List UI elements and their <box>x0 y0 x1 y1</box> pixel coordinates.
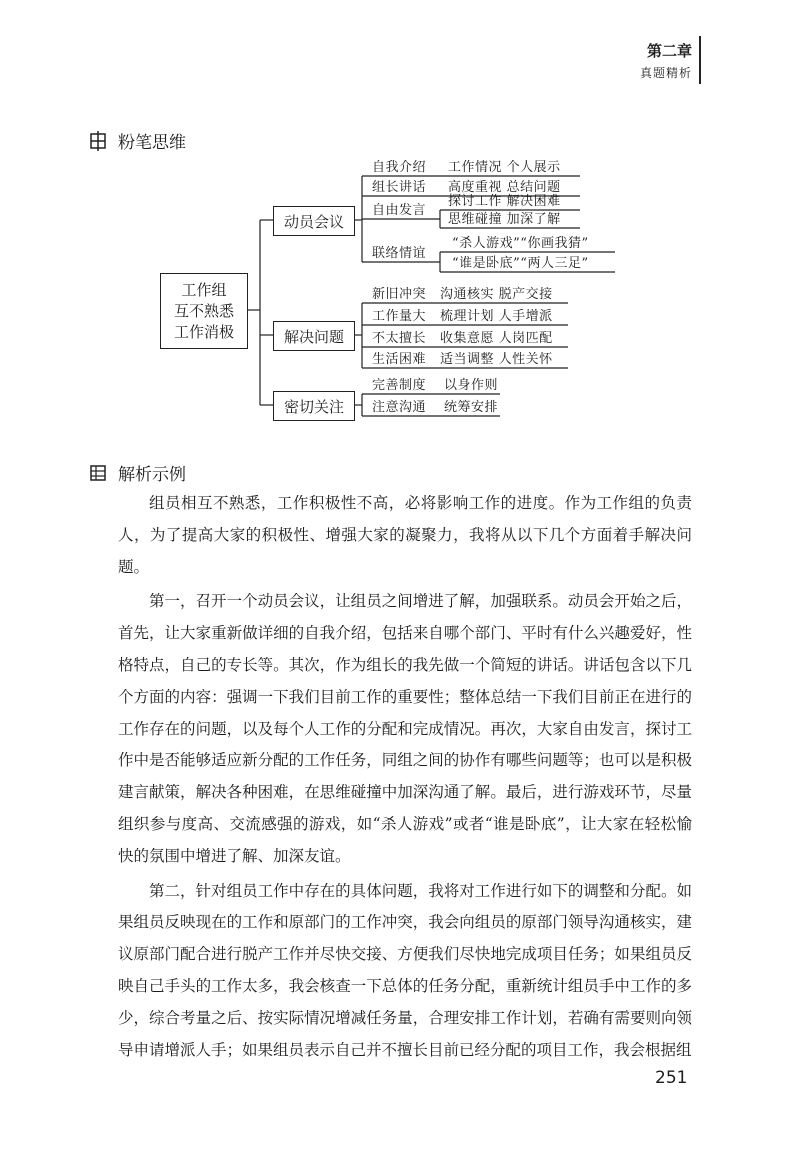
leaf-label: 组长讲话 <box>372 180 427 195</box>
leaf-detail: 梳理计划 人手增派 <box>440 309 553 324</box>
section-title: 粉笔思维 <box>118 133 186 153</box>
root-line-3: 工作消极 <box>173 322 234 341</box>
mindmap-connectors <box>0 0 800 440</box>
leaf-label: 注意沟通 <box>372 400 427 415</box>
leaf-detail: 探讨工作 解决困难 <box>448 194 561 209</box>
branch-label: 解决问题 <box>283 327 344 346</box>
page-number: 251 <box>655 1068 688 1088</box>
section-subtitle: 真题精析 <box>639 66 692 80</box>
chapter-title: 第二章 <box>646 42 692 60</box>
article-body <box>118 488 692 1069</box>
branch-node-close-attention <box>273 391 355 421</box>
branch-node-mobilization <box>273 206 355 236</box>
leaf-label: 自我介绍 <box>372 160 427 175</box>
leaf-detail: “杀人游戏”“你画我猜” <box>452 236 589 251</box>
leaf-label: 联络情谊 <box>372 246 427 261</box>
leaf-label: 工作量大 <box>372 309 427 324</box>
leaf-label: 不太擅长 <box>372 331 427 346</box>
paragraph: 第一，召开一个动员会议，让组员之间增进了解，加强联系。动员会开始之后，首先，让大家重新做详细的自我介绍，包括来自哪个部门、平时有什么兴趣爱好，性格特点，自己的专长等。其次，作为组长的我先做一个简短的讲话。讲话包含以下几个方面的内容：强调一下我们目前工作的重要性；整体总结一下我们目前正在进行的工作存在的问题，以及每个人工作的分配和完成情况。再次，大家自由发言，探讨工作中是否能够适应新分配的工作任务，同组之间的协作有哪些问题等；也可以是积极建言献策，解决各种困难，在思维碰撞中加深沟通了解。最后，进行游戏环节，尽量组织参与度高、交流感强的游戏，如“杀人游戏”或者“谁是卧底”，让大家在轻松愉快的氛围中增进了解、加深友谊。 <box>118 592 692 865</box>
branch-label: 动员会议 <box>283 212 344 231</box>
section-marker-icon <box>90 465 106 481</box>
mindmap-root-node <box>160 273 248 349</box>
leaf-label: 新旧冲突 <box>372 287 427 302</box>
leaf-detail: 以身作则 <box>444 378 499 393</box>
leaf-detail: 收集意愿 人岗匹配 <box>440 331 553 346</box>
leaf-detail: 高度重视 总结问题 <box>448 180 561 195</box>
leaf-detail: “谁是卧底”“两人三足” <box>452 256 589 271</box>
leaf-detail: 统筹安排 <box>444 400 499 415</box>
leaf-detail: 适当调整 人性关怀 <box>440 352 553 367</box>
leaf-detail: 沟通核实 脱产交接 <box>440 287 553 302</box>
section-heading-analysis <box>90 460 186 485</box>
paragraph: 组员相互不熟悉，工作积极性不高，必将影响工作的进度。作为工作组的负责人，为了提高大家的积极性、增强大家的凝聚力，我将从以下几个方面着手解决问题。 <box>118 494 692 576</box>
leaf-label: 自由发言 <box>372 203 427 218</box>
section-title: 解析示例 <box>118 465 186 485</box>
branch-node-solve-problems <box>273 321 355 351</box>
root-line-2: 互不熟悉 <box>173 301 234 320</box>
branch-label: 密切关注 <box>283 397 344 416</box>
root-line-1: 工作组 <box>181 280 227 299</box>
leaf-detail: 工作情况 个人展示 <box>448 160 561 175</box>
leaf-label: 生活困难 <box>372 352 427 367</box>
leaf-detail: 思维碰撞 加深了解 <box>448 212 561 227</box>
paragraph: 第二，针对组员工作中存在的具体问题，我将对工作进行如下的调整和分配。如果组员反映现在的工作和原部门的工作冲突，我会向组员的原部门领导沟通核实，建议原部门配合进行脱产工作并尽快交接、方便我们尽快地完成项目任务；如果组员反映自己手头的工作太多，我会核查一下总体的任务分配，重新统计组员手中工作的多少，综合考量之后、按实际情况增减任务量，合理安排工作计划，若确有需要则向领导申请增派人手；如果组员表示自己并不擅长目前已经分配的项目工作，我会根据组 <box>118 881 692 1059</box>
leaf-label: 完善制度 <box>372 378 427 393</box>
